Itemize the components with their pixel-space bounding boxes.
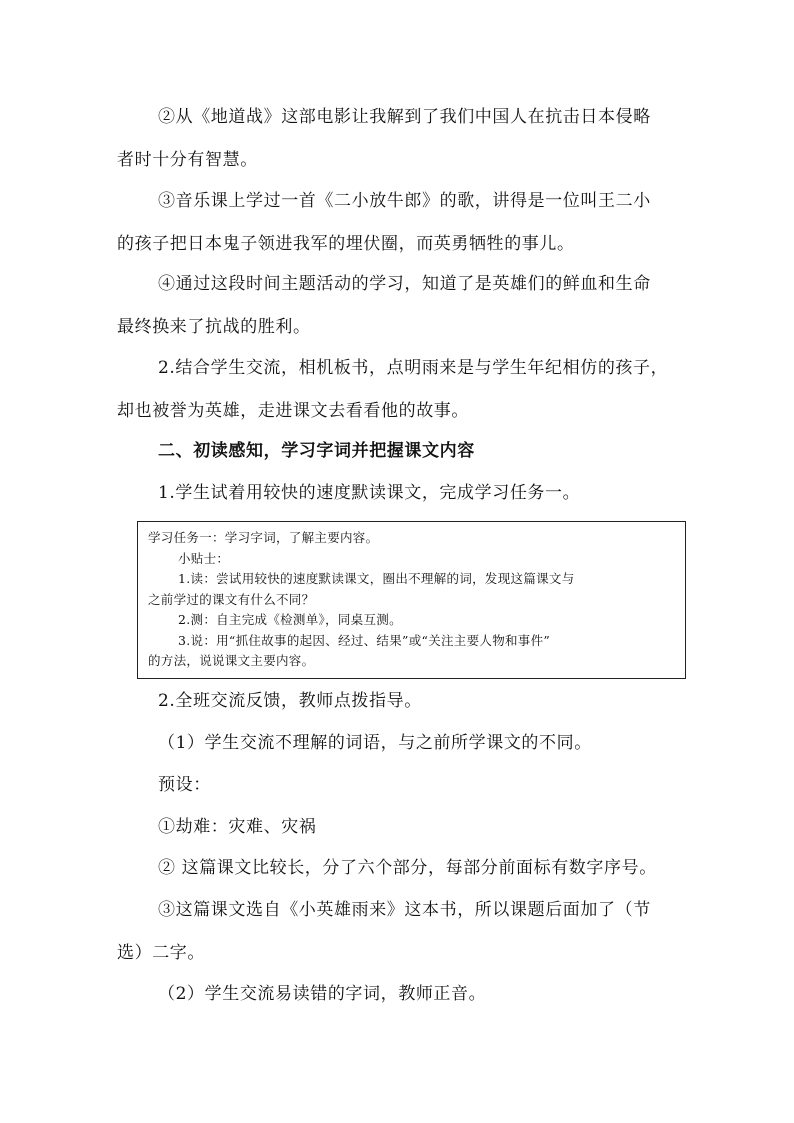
paragraph-line: 选）二字。 bbox=[117, 943, 205, 963]
task-item-read: 1.读：尝试用较快的速度默读课文，圈出不理解的词，发现这篇课文与 bbox=[178, 571, 575, 586]
task-item-read-cont: 之前学过的课文有什么不同？ bbox=[148, 591, 315, 607]
paragraph-song bbox=[117, 180, 682, 266]
paragraph-line: ③这篇课文选自《小英雄雨来》这本书，所以课题后面加了（节 bbox=[158, 900, 651, 920]
paragraph-unknown-words: （1）学生交流不理解的词语，与之前所学课文的不同。 bbox=[158, 733, 592, 753]
paragraph-line: 2.结合学生交流，相机板书，点明雨来是与学生年纪相仿的孩子， bbox=[158, 358, 669, 378]
paragraph-preset: 预设： bbox=[158, 775, 211, 795]
paragraph-line: 却也被誉为英雄，走进课文去看看他的故事。 bbox=[117, 401, 469, 421]
paragraph-line: 者时十分有智慧。 bbox=[117, 150, 258, 170]
paragraph-line: 最终换来了抗战的胜利。 bbox=[117, 317, 311, 337]
paragraph-line: ④通过这段时间主题活动的学习，知道了是英雄们的鲜血和生命 bbox=[158, 274, 651, 294]
task-item-test: 2.测：自主完成《检测单》，同桌互测。 bbox=[178, 612, 402, 627]
paragraph-pronunciation: （2）学生交流易读错的字词，教师正音。 bbox=[158, 984, 487, 1004]
learning-task-box bbox=[137, 521, 686, 679]
tips-label: 小贴士： bbox=[178, 550, 230, 566]
paragraph-line: ②从《地道战》这部电影让我解到了我们中国人在抗击日本侵略 bbox=[158, 107, 651, 127]
paragraph-disaster: ①劫难：灾难、灾祸 bbox=[158, 817, 317, 837]
paragraph-six-parts: ② 这篇课文比较长，分了六个部分，每部分前面标有数字序号。 bbox=[158, 858, 657, 878]
paragraph-theme-activity bbox=[117, 263, 682, 349]
paragraph-excerpt bbox=[117, 889, 682, 975]
paragraph-class-feedback: 2.全班交流反馈，教师点拨指导。 bbox=[158, 691, 422, 711]
paragraph-line: 的孩子把日本鬼子领进我军的埋伏圈，而英勇牺牲的事儿。 bbox=[117, 234, 575, 254]
paragraph-blackboard bbox=[117, 347, 682, 433]
task-title: 学习任务一：学习字词，了解主要内容。 bbox=[148, 530, 379, 545]
paragraph-movie bbox=[117, 96, 682, 182]
paragraph-line: ③音乐课上学过一首《二小放牛郎》的歌，讲得是一位叫王二小 bbox=[158, 191, 651, 211]
task-item-say: 3.说：用“抓住故事的起因、经过、结果”或“关注主要人物和事件” bbox=[178, 632, 551, 648]
paragraph-silent-reading: 1.学生试着用较快的速度默读课文，完成学习任务一。 bbox=[158, 483, 581, 503]
section-heading: 二、初读感知，学习字词并把握课文内容 bbox=[158, 441, 475, 461]
task-item-say-cont: 的方法，说说课文主要内容。 bbox=[148, 653, 315, 668]
